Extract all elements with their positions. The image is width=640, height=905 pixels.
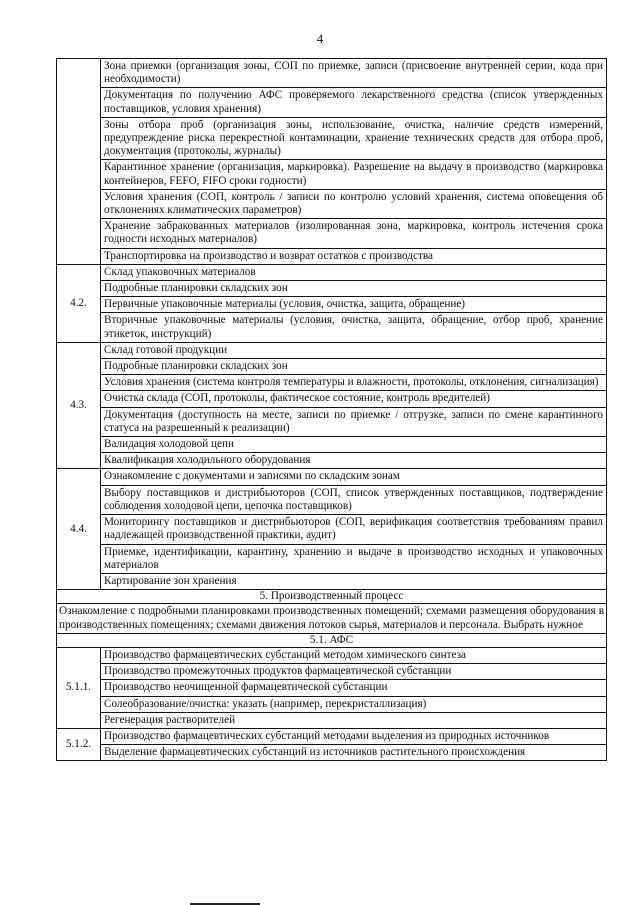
- checklist-item: Зоны отбора проб (организация зоны, использование, очистка, наличие средств измерений, предупреждение риска перекрестной контаминации, хранение технических средств для отбора проб, документация (протоколы, журналы): [101, 117, 607, 160]
- table-row: [57, 647, 607, 663]
- checklist-item: Подробные планировки складских зон: [101, 359, 607, 375]
- table-row: [57, 745, 607, 761]
- table-row: [57, 359, 607, 375]
- checklist-item: Ознакомление с документами и записями по складским зонам: [101, 469, 607, 485]
- checklist-item: Выделение фармацевтических субстанций из источников растительного происхождения: [101, 745, 607, 761]
- table-row: [57, 680, 607, 696]
- section-number: 5.1.2.: [57, 728, 101, 760]
- checklist-item: Склад упаковочных материалов: [101, 264, 607, 280]
- checklist-item: Производство фармацевтических субстанций методами выделения из природных источников: [101, 728, 607, 744]
- table-row: [57, 160, 607, 189]
- table-row: [57, 88, 607, 117]
- section-intro: Ознакомление с подробными планировками производственных помещений; схемами размещения оборудования в производственных помещениях; схемами движения потоков сырья, материалов и персонала. Выбрать нужное: [57, 604, 607, 633]
- table-row: [57, 297, 607, 313]
- table-row: [57, 469, 607, 485]
- table-row: [57, 407, 607, 436]
- checklist-item: Склад готовой продукции: [101, 342, 607, 358]
- checklist-item: Документация (доступность на месте, записи по приемке / отгрузке, записи по смене карантинного статуса на разрешенный к реализации): [101, 407, 607, 436]
- table-row: [57, 189, 607, 218]
- subsection-title: 5.1. АФС: [57, 633, 607, 647]
- checklist-item: Условия хранения (система контроля температуры и влажности, протоколы, отклонения, сигнализация): [101, 375, 607, 391]
- checklist-item: Выбору поставщиков и дистрибьюторов (СОП, список утвержденных поставщиков, подтверждение соблюдения холодовой цепи, цепочка поставщиков): [101, 485, 607, 514]
- table-row: [57, 219, 607, 248]
- inspection-table: [56, 58, 607, 761]
- table-row: [57, 664, 607, 680]
- checklist-item: Зона приемки (организация зоны, СОП по приемке, записи (присвоение внутренней серии, кода при необходимости): [101, 59, 607, 88]
- table-row: [57, 712, 607, 728]
- table-row: [57, 590, 607, 604]
- checklist-item: Картирование зон хранения: [101, 573, 607, 589]
- checklist-item: Мониторингу поставщиков и дистрибьюторов (СОП, верификация соответствия требованиям правил надлежащей производственной практики, аудит): [101, 515, 607, 544]
- table-row: [57, 515, 607, 544]
- table-row: [57, 117, 607, 160]
- table-row: [57, 573, 607, 589]
- checklist-item: Производство промежуточных продуктов фармацевтической субстанции: [101, 664, 607, 680]
- table-row: [57, 342, 607, 358]
- checklist-item: Подробные планировки складских зон: [101, 281, 607, 297]
- table-row: [57, 604, 607, 633]
- checklist-item: Вторичные упаковочные материалы (условия, очистка, защита, обращение, отбор проб, хранение этикеток, инструкций): [101, 313, 607, 342]
- checklist-item: Производство неочищенной фармацевтической субстанции: [101, 680, 607, 696]
- table-row: [57, 391, 607, 407]
- table-row: [57, 696, 607, 712]
- table-row: [57, 281, 607, 297]
- table-row: [57, 248, 607, 264]
- checklist-item: Условия хранения (СОП, контроль / записи по контролю условий хранения, система оповещения об отклонениях климатических параметров): [101, 189, 607, 218]
- table-row: [57, 375, 607, 391]
- checklist-item: Регенерация растворителей: [101, 712, 607, 728]
- page-number: 4: [316, 31, 324, 46]
- table-row: [57, 264, 607, 280]
- table-row: [57, 633, 607, 647]
- checklist-item: Карантинное хранение (организация, маркировка). Разрешение на выдачу в производство (маркировка контейнеров, FEFO, FIFO сроки годности): [101, 160, 607, 189]
- table-row: [57, 59, 607, 88]
- checklist-item: Хранение забракованных материалов (изолированная зона, маркировка, контроль истечения срока годности исходных материалов): [101, 219, 607, 248]
- table-row: [57, 728, 607, 744]
- section-number: 5.1.1.: [57, 647, 101, 728]
- table-row: [57, 544, 607, 573]
- checklist-item: Приемке, идентификации, карантину, хранению и выдаче в производство исходных и упаковочных материалов: [101, 544, 607, 573]
- checklist-item: Производство фармацевтических субстанций методом химического синтеза: [101, 647, 607, 663]
- checklist-item: Транспортировка на производство и возврат остатков с производства: [101, 248, 607, 264]
- checklist-item: Документация по получению АФС проверяемого лекарственного средства (список утвержденных поставщиков, условия хранения): [101, 88, 607, 117]
- section-number: 4.2.: [57, 264, 101, 342]
- table-row: [57, 313, 607, 342]
- section-number: 4.3.: [57, 342, 101, 469]
- checklist-item: Очистка склада (СОП, протоколы, фактическое состояние, контроль вредителей): [101, 391, 607, 407]
- checklist-item: Квалификация холодильного оборудования: [101, 453, 607, 469]
- table-row: [57, 453, 607, 469]
- checklist-item: Валидация холодовой цепи: [101, 437, 607, 453]
- table-row: [57, 485, 607, 514]
- checklist-item: Первичные упаковочные материалы (условия, очистка, защита, обращение): [101, 297, 607, 313]
- table-row: [57, 437, 607, 453]
- section-number: 4.4.: [57, 469, 101, 590]
- section-number-cell: [57, 59, 101, 265]
- checklist-item: Солеобразование/очистка: указать (например, перекристаллизация): [101, 696, 607, 712]
- section-title: 5. Производственный процесс: [57, 590, 607, 604]
